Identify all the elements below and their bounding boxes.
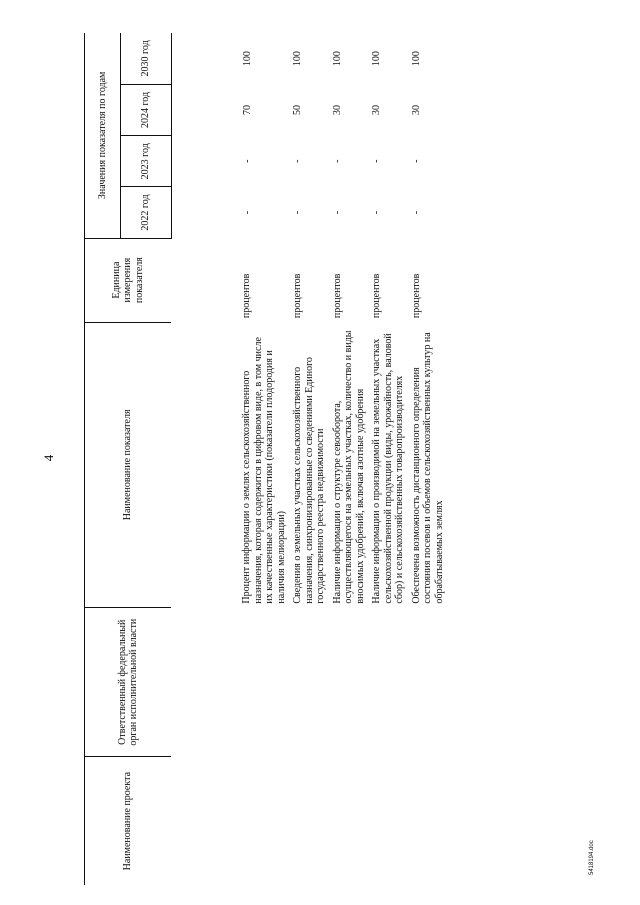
project-cell (287, 757, 327, 885)
indicator-cell: Процент информации о землях сельскохозяйственного назначения, которая содержится в цифровом виде, в том числе их качественные характеристики (показатели плодородия и наличия мелиорации) (241, 337, 287, 604)
page-number: 4 (41, 454, 56, 462)
unit-cell: процентов (241, 273, 252, 319)
header-year-2023: 2023 год (120, 136, 171, 187)
value-2024: 50 (292, 104, 303, 115)
table-row (287, 33, 327, 885)
value-2030: 100 (371, 51, 382, 67)
value-2030: 100 (241, 51, 253, 67)
unit-cell: процентов (410, 273, 422, 319)
header-project-name: Наименование проекта (85, 757, 172, 885)
indicator-cell: Наличие информации о структуре севооборота, осуществляющегося на земельных участках, количество и виды вносимых удобрений, включая азотные удобрения (331, 330, 366, 604)
responsible-cell (171, 608, 287, 757)
value-2022: - (410, 210, 422, 215)
header-year-2024: 2024 год (120, 84, 171, 135)
table-row (366, 33, 406, 885)
unit-cell: процентов (331, 273, 343, 319)
value-2024: 30 (331, 104, 343, 115)
table-row (327, 33, 367, 885)
value-2024: 30 (410, 104, 422, 115)
table-row (406, 33, 446, 885)
header-row-top (85, 33, 121, 885)
value-2022: - (331, 210, 343, 215)
value-2030: 100 (292, 51, 303, 67)
project-cell (366, 757, 406, 885)
indicator-cell: Сведения о земельных участках сельскохозяйственного назначения, синхронизированные со сведениями Единого государственного реестра недвижимости (292, 357, 326, 604)
value-2024: 30 (371, 104, 382, 115)
document-id: 5418194.doc (589, 840, 595, 875)
header-values-by-year: Значения показателя по годам (85, 33, 121, 238)
value-2023: - (331, 159, 343, 163)
responsible-cell (366, 608, 406, 757)
value-2030: 100 (410, 51, 422, 67)
project-cell (406, 757, 446, 885)
indicator-cell: Наличие информации о производимой на земельных участках сельскохозяйственной продукции (виды, урожайность, валовой сбор) и сельскохозяйственных товаропроизводителях (371, 333, 405, 604)
responsible-cell (287, 608, 327, 757)
project-cell (327, 757, 367, 885)
project-cell (171, 757, 287, 885)
header-indicator-name: Наименование показателя (85, 322, 172, 608)
unit-cell: процентов (371, 273, 382, 319)
value-2030: 100 (331, 51, 343, 67)
header-unit: Единица измерения показателя (85, 238, 172, 322)
indicators-table (84, 33, 445, 885)
value-2023: - (292, 159, 303, 163)
value-2022: - (371, 210, 382, 215)
header-year-2030: 2030 год (120, 33, 171, 84)
header-responsible: Ответственный федеральный орган исполнительной власти (85, 608, 172, 757)
unit-cell: процентов (292, 273, 303, 319)
header-year-2022: 2022 год (120, 187, 171, 238)
value-2022: - (292, 210, 303, 215)
value-2023: - (241, 159, 253, 163)
responsible-cell (406, 608, 446, 757)
responsible-cell (327, 608, 367, 757)
value-2023: - (371, 159, 382, 163)
indicator-cell: Обеспечена возможность дистанционного определения состояния посевов и объемов сельскохозяйственных культур на обрабатываемых землях (410, 332, 445, 604)
value-2023: - (410, 159, 422, 163)
table-row (171, 33, 287, 885)
value-2022: - (241, 210, 253, 215)
value-2024: 70 (241, 104, 253, 115)
rotated-table-container (84, 33, 626, 885)
